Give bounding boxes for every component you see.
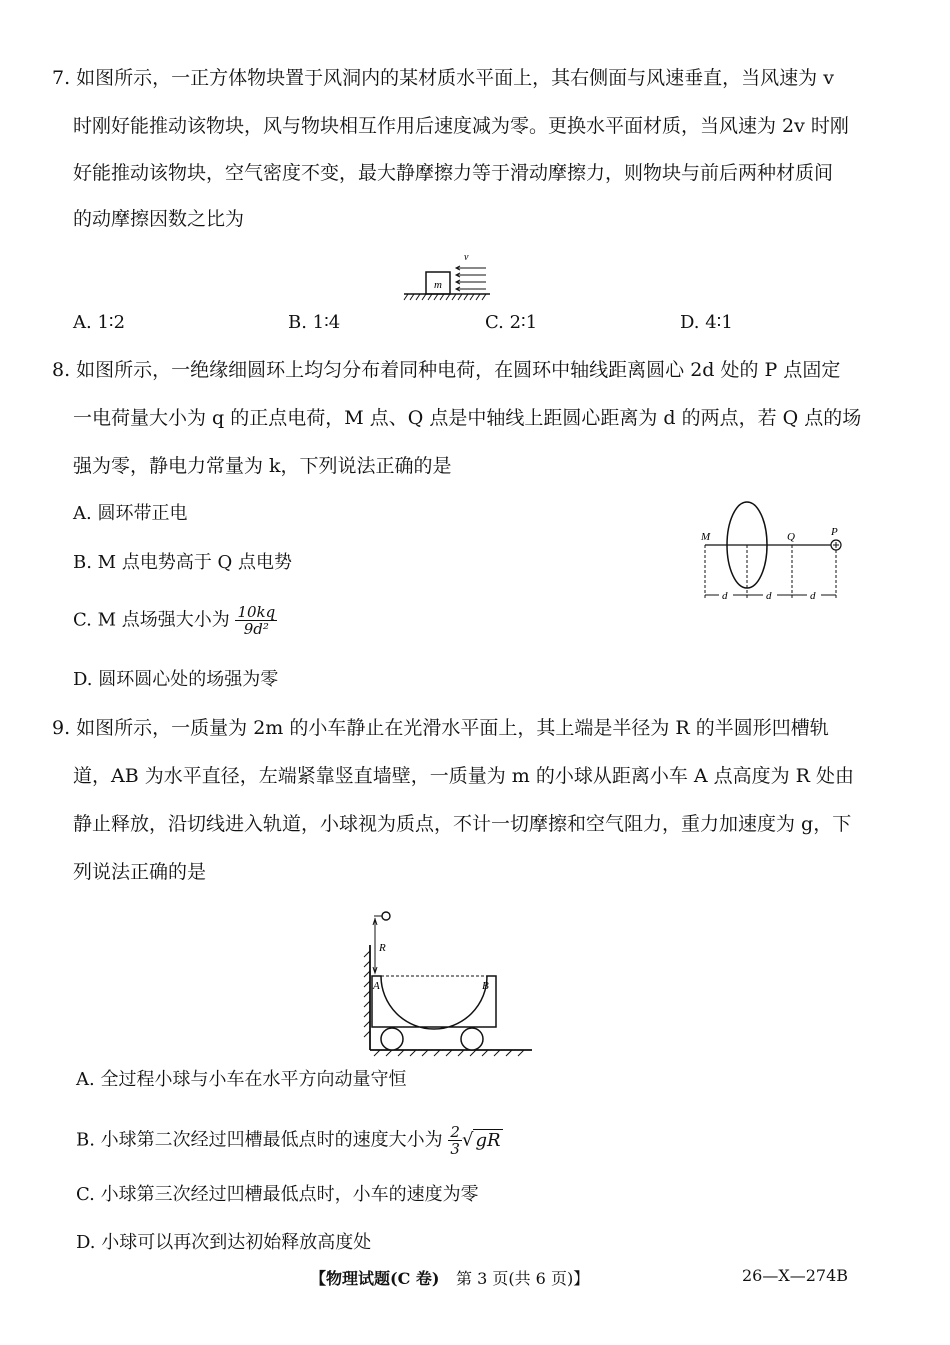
q9-option-c[interactable]: C. 小球第三次经过凹槽最低点时，小车的速度为零 [76,1184,479,1205]
footer-page: 第 3 页(共 6 页)】 [456,1269,590,1288]
wheel-left [381,1028,403,1050]
sqrt-sign: √ [461,1129,474,1151]
q9-option-a[interactable]: A. 全过程小球与小车在水平方向动量守恒 [76,1069,407,1090]
q7-line-1: 7. 如图所示，一正方体物块置于风洞内的某材质水平面上，其右侧面与风速垂直，当风速为 v [52,67,834,89]
q9-option-b[interactable] [76,1124,503,1157]
wind-speed-label: v [464,252,469,263]
q9-line-3: 静止释放，沿切线进入轨道，小球视为质点，不计一切摩擦和空气阻力，重力加速度为 g，下 [73,813,852,835]
q7-figure [400,248,500,304]
q8-figure [695,495,855,607]
q8-option-a[interactable]: A. 圆环带正电 [73,503,188,524]
q7-line-3: 好能推动该物块，空气密度不变，最大静摩擦力等于滑动摩擦力，则物块与前后两种材质间 [73,162,834,184]
q8-option-d[interactable]: D. 圆环圆心处的场强为零 [73,669,279,690]
q9-line-2: 道，AB 为水平直径，左端紧靠竖直墙壁，一质量为 m 的小球从距离小车 A 点高度为 R 处由 [73,765,855,787]
q8-option-c-fraction [235,604,277,637]
q9-line-1: 9. 如图所示，一质量为 2m 的小车静止在光滑水平面上，其上端是半径为 R 的半圆形凹槽轨 [52,717,829,739]
label-q: Q [787,531,795,543]
q8-option-c[interactable] [73,604,277,637]
small-ball [382,912,390,920]
height-label-r: R [379,942,386,954]
q7-option-b[interactable]: B. 1∶4 [288,312,341,333]
q7-option-d[interactable]: D. 4∶1 [680,312,733,333]
block-mass-label: m [434,279,442,291]
fraction-denominator: 9d² [243,620,269,638]
q9-line-4: 列说法正确的是 [73,861,207,883]
wheel-right [461,1028,483,1050]
footer-title: 【物理试题(C 卷) [310,1269,440,1288]
fraction-denominator: 3 [450,1140,460,1158]
spacing-label-2: d [766,590,772,602]
sqrt-radicand: gR [475,1129,501,1151]
cart-body [372,976,496,1029]
q8-option-c-text: C. M 点场强大小为 [73,609,230,631]
q9-figure [350,905,540,1057]
wind-arrows [456,266,486,291]
fraction-numerator: 2 [450,1123,460,1141]
label-m: M [701,531,711,543]
q9-option-d[interactable]: D. 小球可以再次到达初始释放高度处 [76,1232,372,1253]
q7-option-a[interactable]: A. 1∶2 [73,312,126,333]
q8-line-3: 强为零，静电力常量为 k，下列说法正确的是 [73,455,452,477]
label-p: P [831,526,838,538]
q8-line-1: 8. 如图所示，一绝缘细圆环上均匀分布着同种电荷，在圆环中轴线距离圆心 2d 处的 P 点固定 [52,359,841,381]
q7-line-4: 的动摩擦因数之比为 [73,208,245,230]
q9-option-b-text: B. 小球第二次经过凹槽最低点时的速度大小为 [76,1129,443,1151]
q9-option-b-fraction [448,1124,462,1157]
q8-option-b[interactable]: B. M 点电势高于 Q 点电势 [73,552,293,573]
spacing-label-3: d [810,590,816,602]
q8-line-2: 一电荷量大小为 q 的正点电荷，M 点、Q 点是中轴线上距圆心距离为 d 的两点，若 Q 点的场 [73,407,862,429]
q7-line-2: 时刚好能推动该物块，风与物块相互作用后速度减为零。更换水平面材质，当风速为 2v 时刚 [73,115,849,137]
fraction-numerator: 10kq [237,603,276,621]
q7-option-c[interactable]: C. 2∶1 [485,312,538,333]
label-b: B [482,980,489,992]
label-a: A [373,980,380,992]
spacing-label-1: d [722,590,728,602]
footer-code: 26—X—274B [742,1266,849,1285]
